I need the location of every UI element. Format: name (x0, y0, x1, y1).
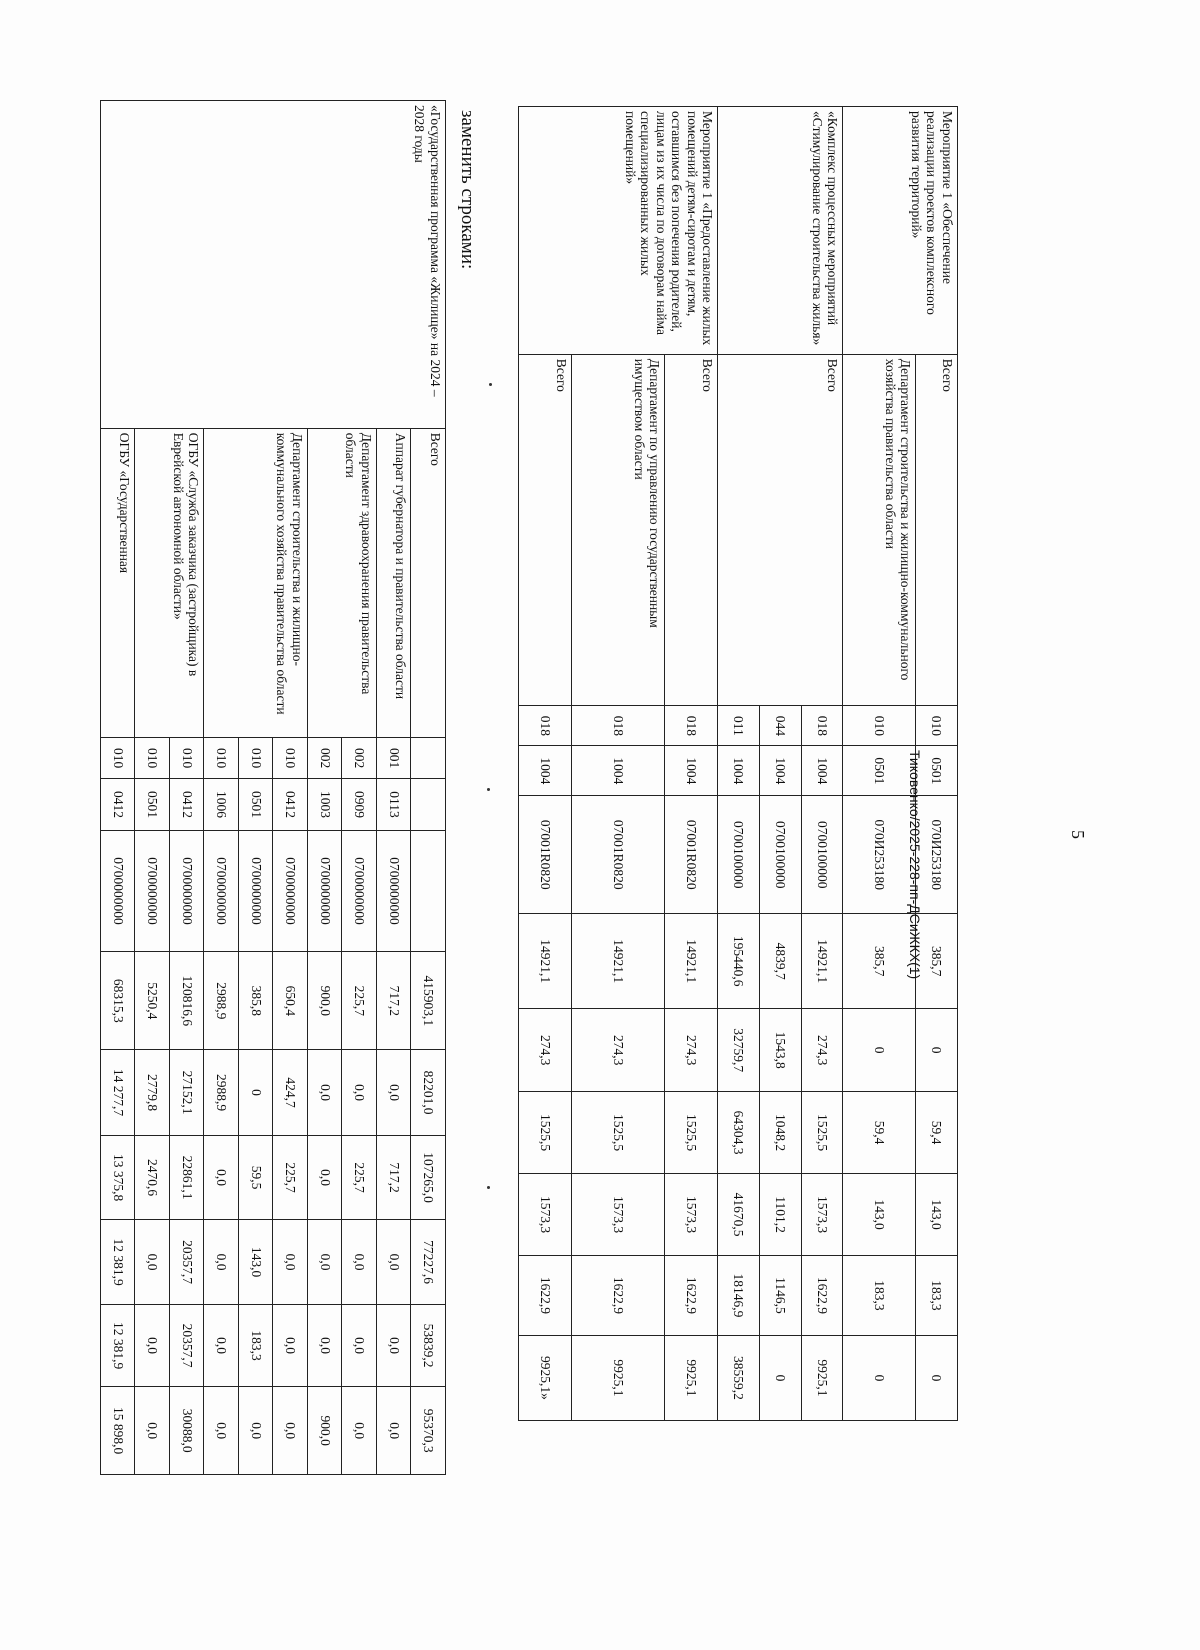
executor-cell: Всего (916, 354, 958, 706)
value-cell: 143,0 (843, 1174, 916, 1256)
value-cell: 183,3 (916, 1256, 958, 1336)
value-cell: 0700000000 (204, 830, 239, 952)
value-cell: 274,3 (665, 1009, 718, 1092)
value-cell: 002 (342, 737, 377, 778)
value-cell: 010 (101, 737, 136, 778)
value-cell: 9925,1» (519, 1335, 572, 1420)
event-name-cell: Мероприятие 1 «Предоставление жилых помещений детям-сиротам и детям, оставшимся без попечения родителей, лицам из их числа по договорам найма специализированных жилых помещений» (519, 107, 718, 355)
value-cell: 0,0 (204, 1387, 239, 1475)
value-cell: 001 (377, 737, 412, 778)
value-cell: 0501 (135, 779, 170, 831)
value-cell: 0700100000 (718, 796, 760, 914)
value-cell: 2779,8 (135, 1050, 170, 1136)
value-cell: 0,0 (135, 1304, 170, 1386)
value-cell: 183,3 (843, 1256, 916, 1336)
value-cell: 002 (308, 737, 343, 778)
value-cell: 044 (759, 706, 801, 746)
value-cell: 15 898,0 (101, 1387, 136, 1475)
value-cell: 0909 (342, 779, 377, 831)
value-cell: 0,0 (239, 1387, 274, 1475)
value-cell: 070И253180 (916, 796, 958, 914)
value-cell: 77227,6 (411, 1220, 446, 1305)
value-cell: 010 (916, 706, 958, 746)
value-cell: 0,0 (273, 1304, 308, 1386)
executor-cell: Департамент по управлению государственным имуществом области (572, 354, 665, 706)
value-cell: 14921,1 (519, 914, 572, 1009)
scan-speck (487, 788, 490, 791)
value-cell: 018 (572, 706, 665, 746)
value-cell: 010 (239, 737, 274, 778)
value-cell: 225,7 (273, 1135, 308, 1220)
value-cell: 143,0 (239, 1220, 274, 1305)
value-cell: 0 (759, 1335, 801, 1420)
value-cell: 0,0 (342, 1050, 377, 1136)
value-cell: 9925,1 (665, 1335, 718, 1420)
value-cell: 0,0 (308, 1050, 343, 1136)
value-cell: 0,0 (342, 1304, 377, 1386)
value-cell: 120816,6 (170, 952, 205, 1050)
value-cell: 0 (843, 1009, 916, 1092)
event-name-cell: «Комплекс процессных мероприятий «Стимулирование строительства жилья» (718, 107, 843, 355)
value-cell: 30088,0 (170, 1387, 205, 1475)
value-cell: 0,0 (342, 1387, 377, 1475)
value-cell: 0,0 (377, 1387, 412, 1475)
value-cell: 59,4 (916, 1092, 958, 1174)
value-cell: 0700000000 (170, 830, 205, 952)
value-cell: 225,7 (342, 1135, 377, 1220)
value-cell: 9925,1 (801, 1335, 843, 1420)
value-cell: 274,3 (801, 1009, 843, 1092)
value-cell: 1573,3 (665, 1174, 718, 1256)
value-cell: 14921,1 (665, 914, 718, 1009)
value-cell: 53839,2 (411, 1304, 446, 1386)
value-cell: 4839,7 (759, 914, 801, 1009)
value-cell: 0,0 (342, 1220, 377, 1305)
value-cell: 2470,6 (135, 1135, 170, 1220)
value-cell (411, 830, 446, 952)
value-cell: 0412 (273, 779, 308, 831)
value-cell: 717,2 (377, 1135, 412, 1220)
value-cell: 1573,3 (801, 1174, 843, 1256)
value-cell: 1525,5 (572, 1092, 665, 1174)
value-cell: 0412 (170, 779, 205, 831)
value-cell: 0113 (377, 779, 412, 831)
scan-speck (487, 1186, 490, 1189)
value-cell: 1101,2 (759, 1174, 801, 1256)
value-cell: 07001R0820 (519, 796, 572, 914)
value-cell: 0,0 (135, 1220, 170, 1305)
value-cell: 010 (204, 737, 239, 778)
value-cell: 900,0 (308, 1387, 343, 1475)
value-cell: 2988,9 (204, 952, 239, 1050)
value-cell: 1622,9 (801, 1256, 843, 1336)
event-name-cell: Мероприятие 1 «Обеспечение реализации проектов комплексного развития территорий» (843, 107, 958, 355)
value-cell: 14921,1 (801, 914, 843, 1009)
executor-cell: Департамент здравоохранения правительства области (308, 428, 377, 737)
value-cell (411, 737, 446, 778)
value-cell: 0,0 (204, 1304, 239, 1386)
value-cell: 1048,2 (759, 1092, 801, 1174)
value-cell: 1573,3 (519, 1174, 572, 1256)
value-cell: 0,0 (308, 1220, 343, 1305)
value-cell: 0501 (843, 746, 916, 796)
value-cell: 1004 (801, 746, 843, 796)
value-cell: 107265,0 (411, 1135, 446, 1220)
value-cell: 415903,1 (411, 952, 446, 1050)
value-cell: 0,0 (308, 1304, 343, 1386)
value-cell: 0700000000 (273, 830, 308, 952)
value-cell: 195440,6 (718, 914, 760, 1009)
value-cell: 0,0 (377, 1304, 412, 1386)
value-cell: 1622,9 (572, 1256, 665, 1336)
value-cell: 1004 (665, 746, 718, 796)
value-cell: 0,0 (273, 1220, 308, 1305)
value-cell: 385,8 (239, 952, 274, 1050)
value-cell: 13 375,8 (101, 1135, 136, 1220)
value-cell: 68315,3 (101, 952, 136, 1050)
value-cell: 143,0 (916, 1174, 958, 1256)
value-cell: 18146,9 (718, 1256, 760, 1336)
value-cell: 1004 (759, 746, 801, 796)
value-cell: 07001R0820 (572, 796, 665, 914)
value-cell: 274,3 (572, 1009, 665, 1092)
value-cell: 0700000000 (135, 830, 170, 952)
value-cell: 0700000000 (239, 830, 274, 952)
value-cell: 018 (519, 706, 572, 746)
value-cell: 59,4 (843, 1092, 916, 1174)
value-cell: 010 (170, 737, 205, 778)
executor-cell: ОГБУ «Служба заказчика (застройщика) в Еврейской автономной области» (135, 428, 204, 737)
value-cell: 14921,1 (572, 914, 665, 1009)
value-cell: 95370,3 (411, 1387, 446, 1475)
value-cell: 0,0 (204, 1135, 239, 1220)
value-cell: 0501 (239, 779, 274, 831)
value-cell: 0700000000 (342, 830, 377, 952)
value-cell: 0700100000 (759, 796, 801, 914)
value-cell: 1004 (519, 746, 572, 796)
value-cell: 59,5 (239, 1135, 274, 1220)
value-cell: 011 (718, 706, 760, 746)
executor-cell: Департамент строительства и жилищно-коммунального хозяйства правительства области (843, 354, 916, 706)
executor-cell: Аппарат губернатора и правительства области (377, 428, 412, 737)
value-cell: 183,3 (239, 1304, 274, 1386)
value-cell: 1006 (204, 779, 239, 831)
value-cell: 1622,9 (519, 1256, 572, 1336)
value-cell: 0700100000 (801, 796, 843, 914)
value-cell: 018 (801, 706, 843, 746)
value-cell: 0501 (916, 746, 958, 796)
value-cell: 14 277,7 (101, 1050, 136, 1136)
value-cell: 1525,5 (519, 1092, 572, 1174)
value-cell: 32759,7 (718, 1009, 760, 1092)
value-cell: 12 381,9 (101, 1220, 136, 1305)
value-cell: 0,0 (308, 1135, 343, 1220)
value-cell: 1622,9 (665, 1256, 718, 1336)
executor-cell: Всего (519, 354, 572, 706)
table-row (411, 101, 446, 1475)
value-cell: 0,0 (273, 1387, 308, 1475)
value-cell: 82201,0 (411, 1050, 446, 1136)
value-cell: 0,0 (204, 1220, 239, 1305)
value-cell (411, 779, 446, 831)
replace-heading: заменить строками: (457, 110, 478, 270)
value-cell: 385,7 (843, 914, 916, 1009)
value-cell: 27152,1 (170, 1050, 205, 1136)
value-cell: 900,0 (308, 952, 343, 1050)
executor-cell: ОГБУ «Государственная (101, 428, 136, 737)
value-cell: 1146,5 (759, 1256, 801, 1336)
value-cell: 0 (916, 1009, 958, 1092)
value-cell: 070И253180 (843, 796, 916, 914)
program-label-cell: «Государственная программа «Жилище» на 2024 – 2028 годы (101, 101, 446, 429)
value-cell: 650,4 (273, 952, 308, 1050)
value-cell: 9925,1 (572, 1335, 665, 1420)
value-cell: 1543,8 (759, 1009, 801, 1092)
executor-cell: Всего (718, 354, 843, 706)
value-cell: 0700000000 (308, 830, 343, 952)
executor-cell: Всего (665, 354, 718, 706)
value-cell: 0412 (101, 779, 136, 831)
value-cell: 20357,7 (170, 1220, 205, 1305)
value-cell: 2988,9 (204, 1050, 239, 1136)
value-cell: 0 (239, 1050, 274, 1136)
value-cell: 1004 (718, 746, 760, 796)
value-cell: 717,2 (377, 952, 412, 1050)
value-cell: 010 (273, 737, 308, 778)
value-cell: 1525,5 (801, 1092, 843, 1174)
value-cell: 0 (916, 1335, 958, 1420)
table-row (801, 107, 843, 1421)
footer-text: Тиковенко/2025-228-пп-ДСиЖКХ(1) (907, 750, 923, 980)
value-cell: 1004 (572, 746, 665, 796)
value-cell: 1573,3 (572, 1174, 665, 1256)
bottom-table (100, 100, 446, 1475)
scan-speck (489, 383, 492, 386)
value-cell: 385,7 (916, 914, 958, 1009)
value-cell: 38559,2 (718, 1335, 760, 1420)
value-cell: 12 381,9 (101, 1304, 136, 1386)
value-cell: 225,7 (342, 952, 377, 1050)
value-cell: 20357,7 (170, 1304, 205, 1386)
value-cell: 07001R0820 (665, 796, 718, 914)
value-cell: 1525,5 (665, 1092, 718, 1174)
executor-cell: Всего (411, 428, 446, 737)
value-cell: 0,0 (135, 1387, 170, 1475)
bottom-table-block (100, 100, 446, 1475)
value-cell: 010 (135, 737, 170, 778)
value-cell: 5250,4 (135, 952, 170, 1050)
value-cell: 41670,5 (718, 1174, 760, 1256)
executor-cell: Департамент строительства и жилищно-коммунального хозяйства правительства области (204, 428, 308, 737)
value-cell: 64304,3 (718, 1092, 760, 1174)
table-row (665, 107, 718, 1421)
value-cell: 010 (843, 706, 916, 746)
top-table (518, 106, 958, 1421)
value-cell: 0700000000 (377, 830, 412, 952)
top-table-block (518, 106, 958, 1421)
value-cell: 424,7 (273, 1050, 308, 1136)
value-cell: 274,3 (519, 1009, 572, 1092)
value-cell: 0,0 (377, 1050, 412, 1136)
page-number: 5 (1068, 830, 1088, 839)
value-cell: 1003 (308, 779, 343, 831)
value-cell: 0,0 (377, 1220, 412, 1305)
value-cell: 0700000000 (101, 830, 136, 952)
value-cell: 018 (665, 706, 718, 746)
value-cell: 0 (843, 1335, 916, 1420)
value-cell: 22861,1 (170, 1135, 205, 1220)
